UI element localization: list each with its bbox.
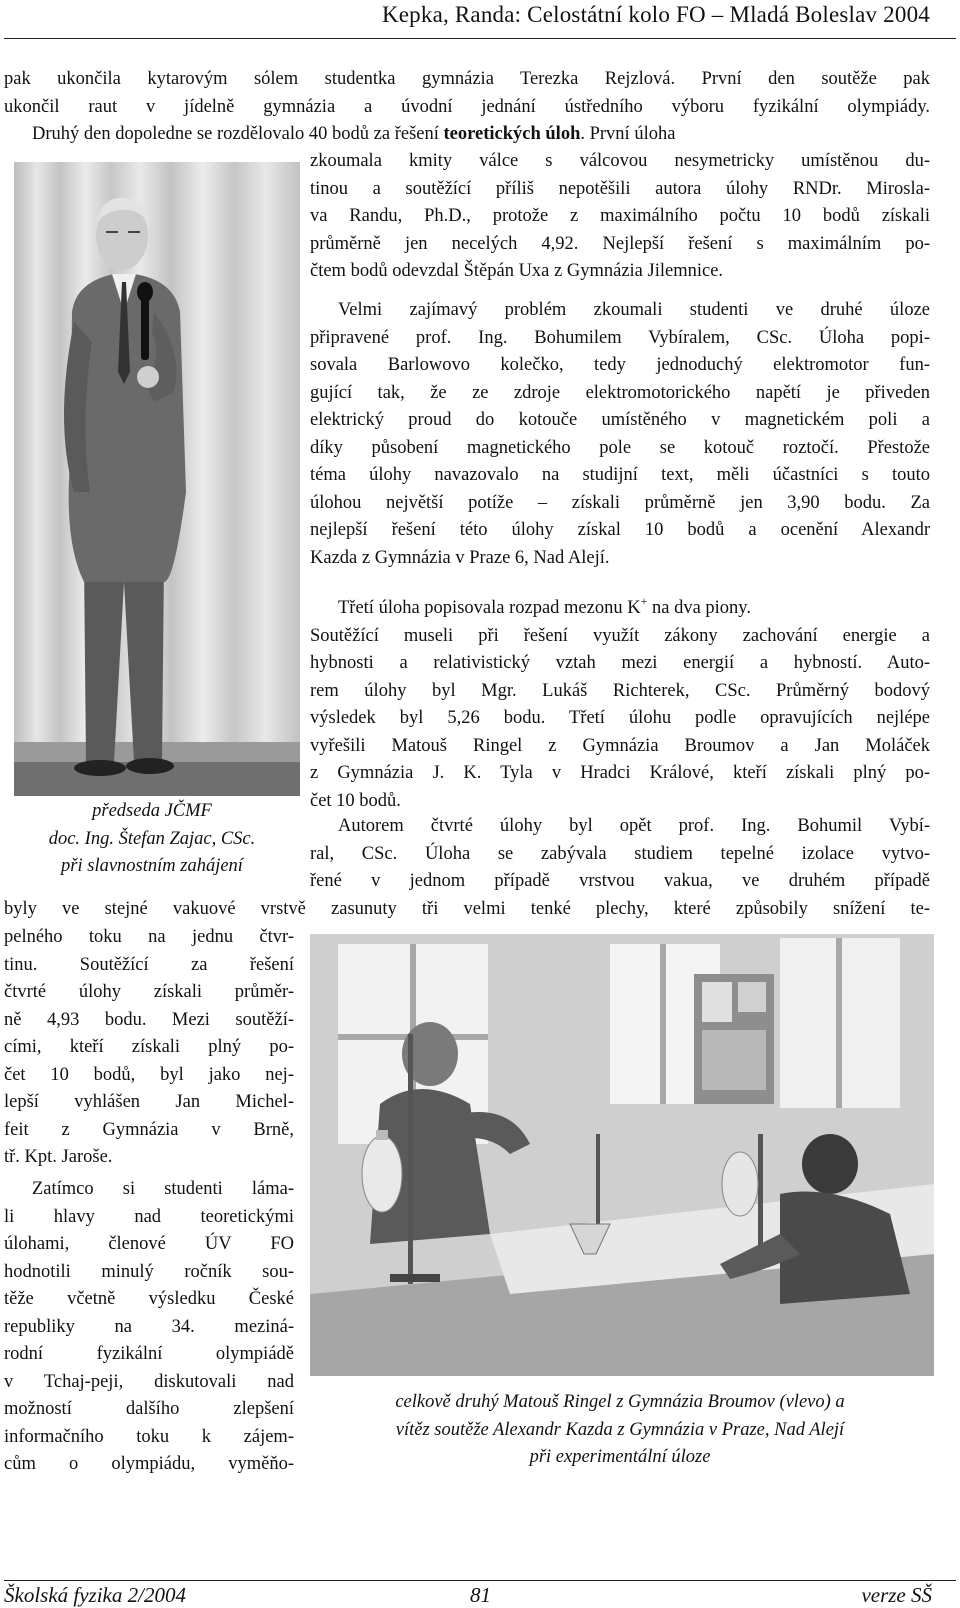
text-line: tinu. Soutěžící za řešení [4, 954, 294, 975]
text-line: li hlavy nad teoretickými [4, 1206, 294, 1227]
text-line: pak ukončila kytarovým sólem studentka gymnázia Terezka Rejzlová. První den soutěže pak [4, 69, 930, 89]
text-line: zkoumala kmity válce s válcovou nesymetricky umístěnou du- [310, 151, 930, 171]
text-line: cími, kteří získali plný po- [4, 1037, 294, 1057]
text-line: byly ve stejné vakuové vrstvě zasunuty tři velmi tenké plechy, které způsobily snížení te- [4, 899, 930, 919]
text-line: Velmi zajímavý problém zkoumali studenti ve druhé úloze [338, 300, 930, 320]
text-line: Autorem čtvrté úlohy byl opět prof. Ing. Bohumil Vybí- [338, 816, 930, 836]
speaker-photo-illustration [14, 162, 300, 796]
paragraph-left-col [4, 924, 294, 1172]
text-line: informačního toku k zájem- [4, 1426, 294, 1447]
footer-version: verze SŠ [861, 1583, 932, 1607]
footer-page-number: 81 [470, 1583, 491, 1607]
text-line: v Tchaj-peji, diskutovali nad [4, 1371, 294, 1392]
text-line: čtem bodů odevzdal Štěpán Uxa z Gymnázia Jilemnice. [310, 261, 724, 281]
paragraph-left-col-2 [4, 1176, 294, 1479]
photo-experiment [310, 934, 934, 1376]
text-line: čet 10 bodů, byl jako nej- [4, 1064, 294, 1085]
footer-journal: Školská fyzika 2/2004 [4, 1583, 186, 1607]
paragraph-full-line [4, 896, 930, 924]
text-line: vyřešili Matouš Ringel z Gymnázia Broumov a Jan Moláček [310, 735, 930, 756]
text-line: elektrický proud do kotouče umístěného v magnetickém poli a [310, 410, 930, 430]
text-line: téma úlohy navazovalo na studijní text, měli účastníci s touto [310, 465, 930, 485]
footer-rule [4, 1580, 956, 1581]
photo-experiment-caption [310, 1389, 930, 1472]
text-line: Zatímco si studenti láma- [32, 1179, 294, 1199]
caption-line: předseda JČMF [92, 801, 212, 821]
text-line: Kazda z Gymnázia v Praze 6, Nad Alejí. [310, 547, 610, 568]
text-line: z Gymnázia J. K. Tyla v Hradci Králové, kteří získali plný po- [310, 763, 930, 783]
caption-line: při slavnostním zahájení [61, 856, 243, 876]
text-line: čtvrté úlohy získali průměr- [4, 982, 294, 1002]
text-line [310, 588, 930, 623]
text-line: hybnosti a relativistický vztah mezi energií a hybností. Auto- [310, 653, 930, 673]
text-line: čet 10 bodů. [310, 790, 401, 811]
text-run: Druhý den dopoledne se rozdělovalo 40 bodů za řešení [32, 124, 444, 144]
text-line: díky působení magnetického pole se kotouč roztočí. Přestože [310, 437, 930, 458]
text-line: výsledek byl 5,26 bodu. Třetí úlohu podle opravujících nejlépe [310, 708, 930, 728]
text-line: řené v jednom případě vrstvou vakua, ve druhém případě [310, 871, 930, 891]
photo-speaker-caption [4, 798, 300, 881]
text-line: ně 4,93 bodu. Mezi soutěží- [4, 1009, 294, 1030]
caption-line: při experimentální úloze [529, 1447, 711, 1467]
paragraph-task4 [310, 813, 930, 896]
text-line: sovala Barlowovo kolečko, tedy jednoduchý elektromotor fun- [310, 355, 930, 375]
text-line: těže včetně výsledku České [4, 1289, 294, 1309]
caption-line: celkově druhý Matouš Ringel z Gymnázia Broumov (vlevo) a [395, 1392, 845, 1412]
text-line [4, 121, 930, 149]
text-line: republiky na 34. meziná- [4, 1316, 294, 1337]
text-line: možností dalšího zlepšení [4, 1399, 294, 1419]
text-line: úlohou největší potíže – získali průměrně jen 3,90 bodu. Za [310, 492, 930, 513]
text-run: na dva piony. [647, 598, 751, 618]
text-line: ukončil raut v jídelně gymnázia a úvodní jednání ústředního výboru fyzikální olympiády. [4, 96, 930, 117]
text-line: gující tak, že ze zdroje elektromotorického napětí je přiveden [310, 382, 930, 403]
text-line: lepší vyhlášen Jan Michel- [4, 1092, 294, 1112]
text-line: připravené prof. Ing. Bohumilem Vybíralem, CSc. Úloha popi- [310, 327, 930, 348]
bold-text: teoretických úloh [443, 124, 581, 144]
superscript: + [640, 594, 648, 608]
photo-speaker [14, 162, 300, 796]
text-line: Soutěžící museli při řešení využít zákony zachování energie a [310, 625, 930, 646]
text-line: rem úlohy byl Mgr. Lukáš Richterek, CSc. Průměrný bodový [310, 680, 930, 701]
text-line: ral, CSc. Úloha se zabývala studiem tepelné izolace vytvo- [310, 843, 930, 864]
text-line: průměrně jen necelých 4,92. Nejlepší řešení s maximálním po- [310, 233, 930, 254]
caption-line: doc. Ing. Štefan Zajac, CSc. [48, 828, 256, 849]
text-run: Třetí úloha popisovala rozpad mezonu K [338, 598, 641, 618]
text-line: tř. Kpt. Jaroše. [4, 1147, 113, 1167]
paragraph-task2 [310, 297, 930, 572]
text-line: feit z Gymnázia v Brně, [4, 1119, 294, 1140]
text-line: hodnotili minulý ročník sou- [4, 1261, 294, 1282]
text-line: va Randu, Ph.D., protože z maximálního počtu 10 bodů získali [310, 206, 930, 226]
paragraph-task1 [310, 148, 930, 286]
text-line: nejlepší řešení této úlohy získal 10 bodů a ocenění Alexandr [310, 520, 930, 540]
text-line: rodní fyzikální olympiádě [4, 1344, 294, 1364]
text-run: . První úloha [580, 124, 676, 144]
text-line: cům o olympiádu, vyměňo- [4, 1454, 294, 1474]
text-line: tinou a soutěžící příliš nepotěšili autora úlohy RNDr. Mirosla- [310, 178, 930, 199]
experiment-photo-illustration [310, 934, 934, 1376]
text-line: pelného toku na jednu čtvr- [4, 927, 294, 947]
paragraph-top [4, 66, 930, 149]
caption-line: vítěz soutěže Alexandr Kazda z Gymnázia v Praze, Nad Alejí [395, 1419, 845, 1440]
running-head: Kepka, Randa: Celostátní kolo FO – Mladá Boleslav 2004 [381, 2, 930, 27]
header-rule [4, 38, 956, 39]
text-line: úlohami, členové ÚV FO [4, 1234, 294, 1254]
paragraph-task3 [310, 588, 930, 815]
